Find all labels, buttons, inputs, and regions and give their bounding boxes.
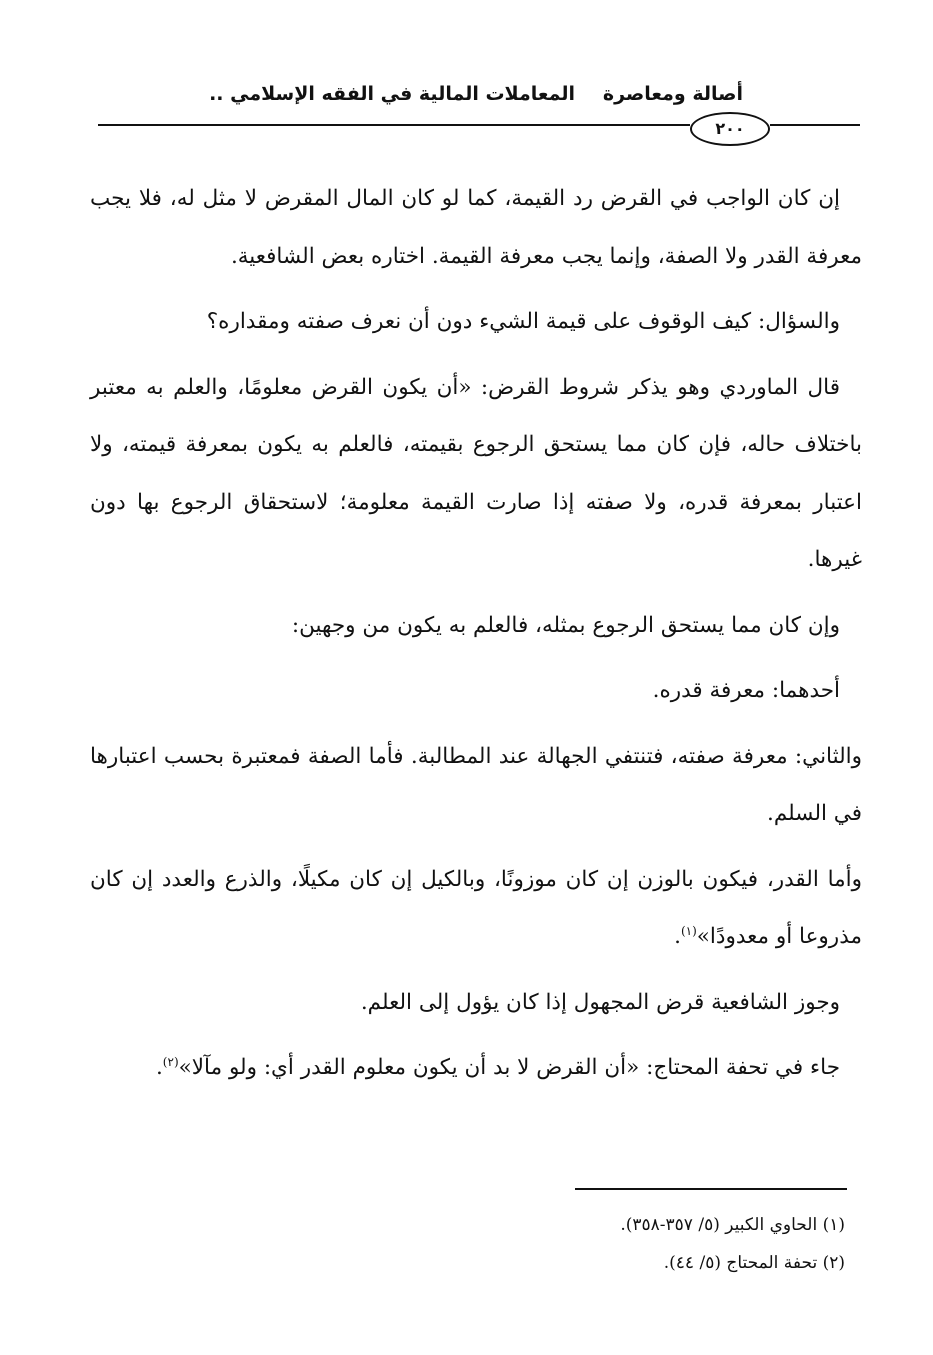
- paragraph-3: قال الماوردي وهو يذكر شروط القرض: «أن يكون القرض معلومًا، والعلم به معتبر باختلاف حاله، فإن كان مما يستحق الرجوع بقيمته، فالعلم به يكون بمعرفة قيمته، ولا اعتبار بمعرفة قدره، ولا صفته إذا صارت القيمة معلومة؛ لاستحقاق الرجوع بها دون غيرها.: [90, 374, 862, 572]
- paragraph-9-text: جاء في تحفة المحتاج: «أن القرض لا بد أن يكون معلوم القدر أي: ولو مآلا»: [178, 1055, 840, 1080]
- footnotes: [345, 1206, 845, 1282]
- paragraph-9: [90, 1039, 862, 1097]
- body-text: [90, 170, 862, 1105]
- paragraph-4: وإن كان مما يستحق الرجوع بمثله، فالعلم به يكون من وجهين:: [291, 612, 840, 638]
- paragraph-6: والثاني: معرفة صفته، فتنتفي الجهالة عند المطالبة. فأما الصفة فمعتبرة بحسب اعتبارها في السلم.: [90, 743, 862, 826]
- page-number: ٢٠٠: [690, 112, 770, 146]
- paragraph-5: أحدهما: معرفة قدره.: [652, 678, 840, 703]
- paragraph-8: وجوز الشافعية قرض المجهول إذا كان يؤول إلى العلم.: [360, 989, 840, 1015]
- paragraph-7-end: .: [674, 924, 681, 949]
- footnote-2: (٢) تحفة المحتاج (٥/ ٤٤).: [663, 1253, 845, 1273]
- running-title-tail: أصالة ومعاصرة: [602, 83, 743, 105]
- paragraph-7-text: وأما القدر، فيكون بالوزن إن كان موزونًا، وبالكيل إن كان مكيلًا، والذرع والعدد إن كان مذروعا أو معدودًا»: [90, 866, 862, 949]
- paragraph-2: والسؤال: كيف الوقوف على قيمة الشيء دون أن نعرف صفته ومقداره؟: [206, 309, 840, 334]
- footnote-1: (١) الحاوي الكبير (٥/ ٣٥٧-٣٥٨).: [620, 1215, 845, 1235]
- running-title: المعاملات المالية في الفقه الإسلامي ..: [209, 83, 575, 105]
- paragraph-9-end: .: [155, 1055, 163, 1080]
- header-rule-left: [98, 124, 690, 126]
- paragraph-1: إن كان الواجب في القرض رد القيمة، كما لو كان المال المقرض لا مثل له، فلا يجب معرفة القدر ولا الصفة، وإنما يجب معرفة القيمة. اختاره بعض الشافعية.: [90, 186, 862, 269]
- footnote-ref-1[interactable]: (١): [680, 923, 697, 938]
- footnote-ref-2[interactable]: (٢): [162, 1054, 179, 1069]
- header-rule-right: [770, 124, 860, 126]
- paragraph-7: [90, 851, 862, 966]
- footnote-separator: [575, 1188, 847, 1190]
